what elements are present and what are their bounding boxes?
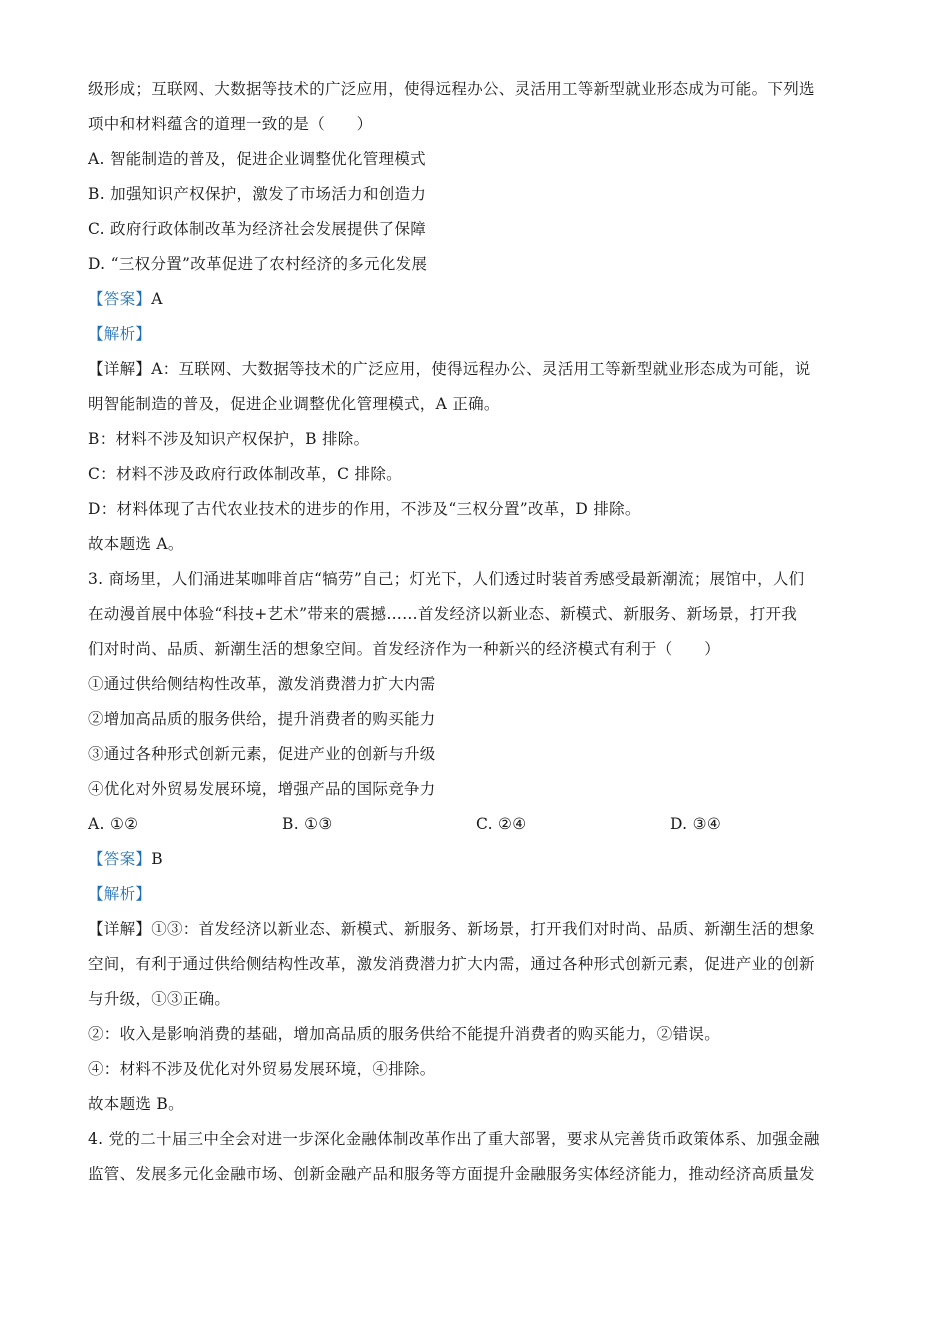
question-2-option-b: B. 加强知识产权保护，激发了市场活力和创造力 xyxy=(88,185,427,203)
question-3-detail-line-1 xyxy=(88,912,864,947)
question-3-detail-line-2: 空间，有利于通过供给侧结构性改革，激发消费潜力扩大内需，通过各种形式创新元素，促进产业的创新 xyxy=(88,955,815,973)
question-3-answer xyxy=(88,842,864,877)
analysis-tag: 【解析】 xyxy=(88,885,152,903)
question-3-item-2: ②增加高品质的服务供给，提升消费者的购买能力 xyxy=(88,710,436,728)
question-3-text-line-3: 们对时尚、品质、新潮生活的想象空间。首发经济作为一种新兴的经济模式有利于（ ） xyxy=(88,640,721,658)
question-2-detail-line-1 xyxy=(88,352,864,387)
question-2-conclusion: 故本题选 A。 xyxy=(88,535,184,553)
question-2-option-a: A. 智能制造的普及，促进企业调整优化管理模式 xyxy=(88,150,426,168)
question-3-choices xyxy=(88,807,864,842)
question-2-detail-line-2: 明智能制造的普及，促进企业调整优化管理模式，A 正确。 xyxy=(88,395,500,413)
document-page xyxy=(88,72,864,1192)
detail-tag: 【详解】 xyxy=(88,920,152,938)
analysis-tag: 【解析】 xyxy=(88,325,152,343)
question-2-text-line-1: 级形成；互联网、大数据等技术的广泛应用，使得远程办公、灵活用工等新型就业形态成为可能。下列选 xyxy=(88,80,815,98)
question-2-answer xyxy=(88,282,864,317)
question-2-option-d: D. “三权分置”改革促进了农村经济的多元化发展 xyxy=(88,255,428,273)
detail-text: A：互联网、大数据等技术的广泛应用，使得远程办公、灵活用工等新型就业形态成为可能，说 xyxy=(151,360,811,378)
question-3-item-1: ①通过供给侧结构性改革，激发消费潜力扩大内需 xyxy=(88,675,436,693)
question-3-item-4: ④优化对外贸易发展环境，增强产品的国际竞争力 xyxy=(88,780,436,798)
question-4-text-line-1: 4. 党的二十届三中全会对进一步深化金融体制改革作出了重大部署，要求从完善货币政策体系、加强金融 xyxy=(88,1130,820,1148)
question-2-text-line-2: 项中和材料蕴含的道理一致的是（ ） xyxy=(88,115,373,133)
question-2-option-c: C. 政府行政体制改革为经济社会发展提供了保障 xyxy=(88,220,427,238)
question-3-choice-b: B. ①③ xyxy=(282,815,333,833)
question-3-detail-line-3: 与升级，①③正确。 xyxy=(88,990,231,1008)
question-3-detail-item-4: ④：材料不涉及优化对外贸易发展环境，④排除。 xyxy=(88,1060,436,1078)
answer-value: B xyxy=(151,850,163,868)
question-4-text-line-2: 监管、发展多元化金融市场、创新金融产品和服务等方面提升金融服务实体经济能力，推动经济高质量发 xyxy=(88,1165,815,1183)
question-3-conclusion: 故本题选 B。 xyxy=(88,1095,184,1113)
question-3-text-line-2: 在动漫首展中体验“科技+艺术”带来的震撼……首发经济以新业态、新模式、新服务、新场景，打开我 xyxy=(88,605,798,623)
question-3-choice-a: A. ①② xyxy=(88,815,139,833)
question-2-detail-d: D：材料体现了古代农业技术的进步的作用，不涉及“三权分置”改革，D 排除。 xyxy=(88,500,641,518)
question-3-detail-item-2: ②：收入是影响消费的基础，增加高品质的服务供给不能提升消费者的购买能力，②错误。 xyxy=(88,1025,721,1043)
detail-text: ①③：首发经济以新业态、新模式、新服务、新场景，打开我们对时尚、品质、新潮生活的想象 xyxy=(151,920,815,938)
question-3-analysis xyxy=(88,877,864,912)
question-3-text-line-1: 3. 商场里，人们涌进某咖啡首店“犒劳”自己；灯光下，人们透过时装首秀感受最新潮流；展馆中，人们 xyxy=(88,570,805,588)
answer-value: A xyxy=(151,290,163,308)
question-2-detail-b: B：材料不涉及知识产权保护，B 排除。 xyxy=(88,430,370,448)
answer-tag: 【答案】 xyxy=(88,850,152,868)
question-3-item-3: ③通过各种形式创新元素，促进产业的创新与升级 xyxy=(88,745,436,763)
question-3-choice-c: C. ②④ xyxy=(476,815,527,833)
question-3-choice-d: D. ③④ xyxy=(670,815,722,833)
question-2-analysis xyxy=(88,317,864,352)
detail-tag: 【详解】 xyxy=(88,360,152,378)
answer-tag: 【答案】 xyxy=(88,290,152,308)
question-2-detail-c: C：材料不涉及政府行政体制改革，C 排除。 xyxy=(88,465,402,483)
